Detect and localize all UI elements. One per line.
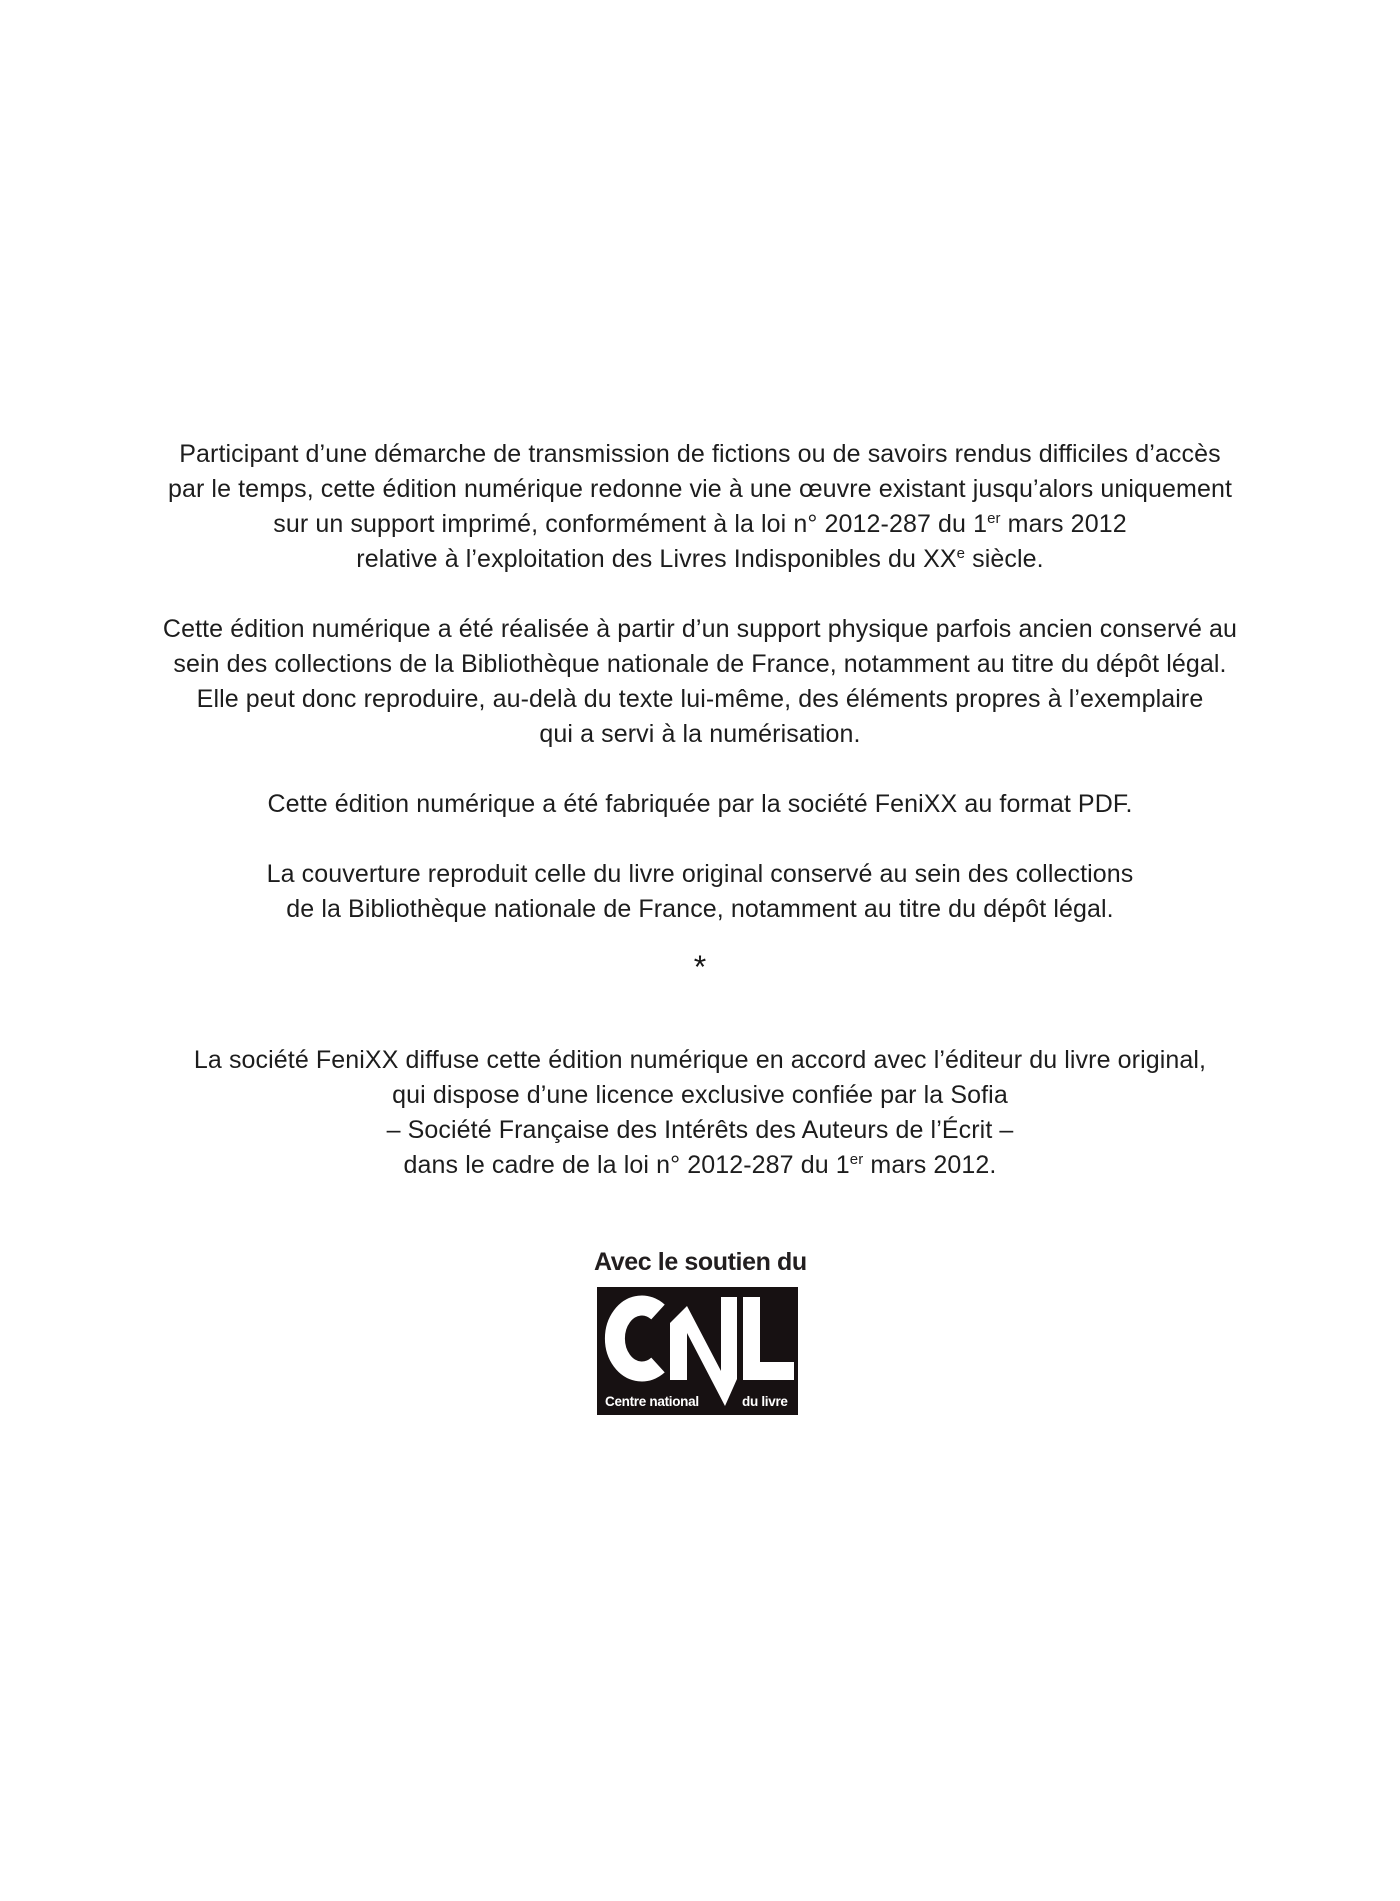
logo-support-text: Avec le soutien du: [594, 1248, 807, 1276]
text-line: par le temps, cette édition numérique redonne vie à une œuvre existant jusqu’alors uniquement: [167, 475, 1233, 503]
text-line: dans le cadre de la loi n° 2012-287 du 1er mars 2012.: [403, 1151, 997, 1179]
superscript: er: [987, 510, 1001, 527]
text-line: La société FeniXX diffuse cette édition numérique en accord avec l’éditeur du livre original,: [193, 1046, 1207, 1074]
text-line: La couverture reproduit celle du livre original conservé au sein des collections: [266, 860, 1134, 888]
cnl-logo-area: [594, 1248, 807, 1415]
paragraph-source-notice: [0, 612, 1400, 752]
text-line: relative à l’exploitation des Livres Indisponibles du XXe siècle.: [356, 545, 1044, 573]
paragraph-cover-notice: [0, 857, 1400, 927]
text-line: Cette édition numérique a été réalisée à partir d’un support physique parfois ancien conservé au: [162, 615, 1238, 643]
cnl-caption-right: du livre: [741, 1394, 788, 1409]
text-line: Elle peut donc reproduire, au-delà du texte lui-même, des éléments propres à l’exemplaire: [196, 685, 1204, 713]
superscript: e: [956, 545, 966, 562]
paragraph-transmission-notice: [0, 437, 1400, 577]
text-line: qui a servi à la numérisation.: [539, 720, 861, 748]
superscript: er: [849, 1151, 864, 1168]
cnl-logo: [597, 1287, 798, 1415]
text-line: sur un support imprimé, conformément à la loi n° 2012-287 du 1er mars 2012: [273, 510, 1127, 538]
paragraph-fabrication-notice: [0, 787, 1400, 822]
text-line: – Société Française des Intérêts des Auteurs de l’Écrit –: [386, 1116, 1014, 1144]
text-line: Cette édition numérique a été fabriquée par la société FeniXX au format PDF.: [267, 790, 1133, 818]
paragraph-diffusion-notice: [0, 1043, 1400, 1183]
text-line: de la Bibliothèque nationale de France, notamment au titre du dépôt légal.: [286, 895, 1114, 923]
text-line: qui dispose d’une licence exclusive confiée par la Sofia: [392, 1081, 1008, 1109]
section-separator-asterisk: *: [693, 949, 707, 985]
cnl-caption-left: Centre national: [604, 1394, 699, 1409]
text-line: Participant d’une démarche de transmission de fictions ou de savoirs rendus difficiles d’accès: [179, 440, 1221, 468]
text-line: sein des collections de la Bibliothèque nationale de France, notamment au titre du dépôt légal.: [173, 650, 1227, 678]
